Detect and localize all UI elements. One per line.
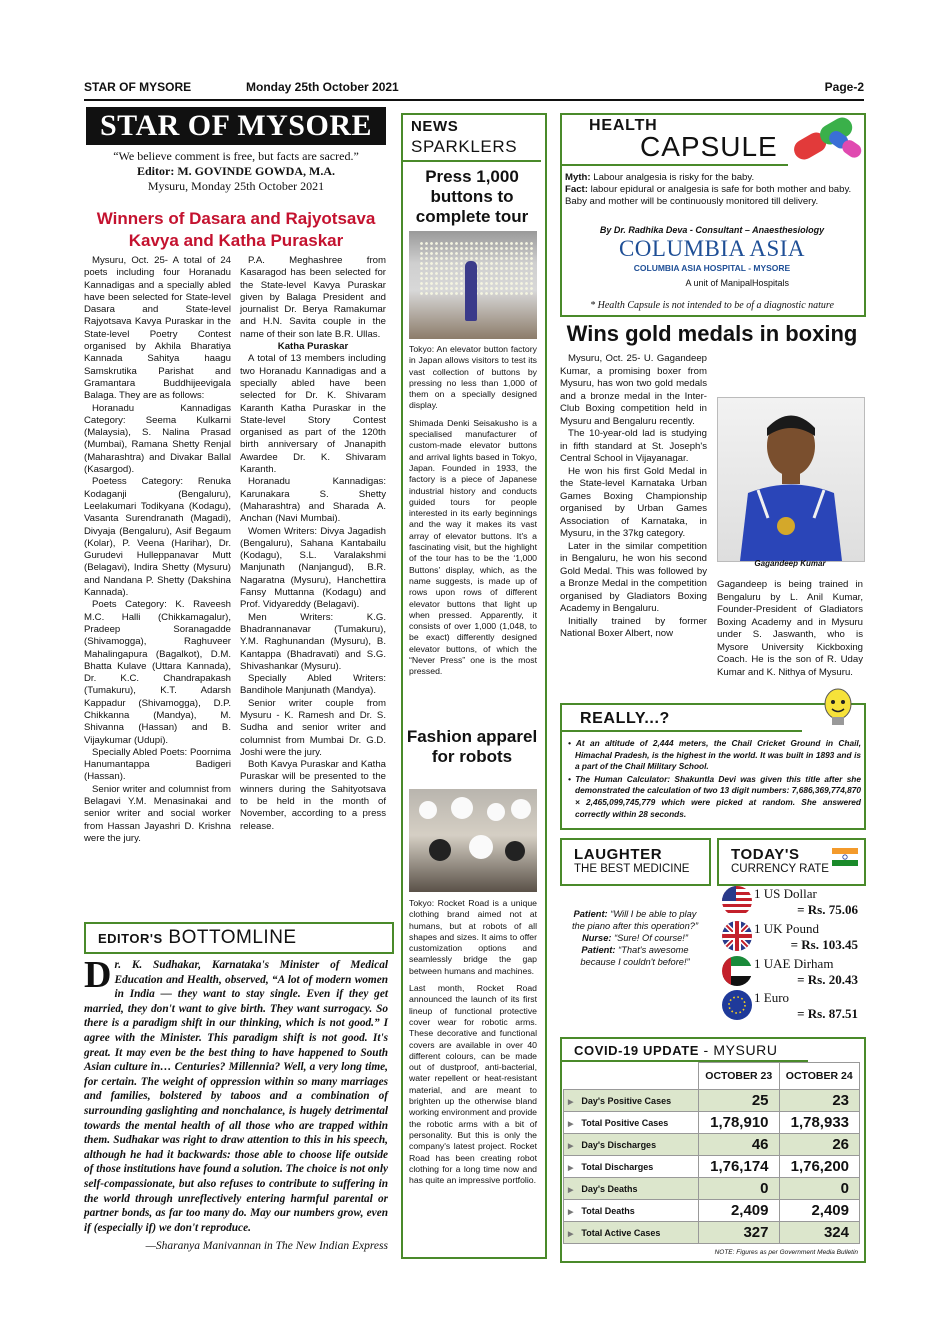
really-title: REALLY...? — [580, 710, 670, 727]
myth-label: Myth: — [565, 172, 591, 183]
story2-para: Tokyo: Rocket Road is a unique clothing brand aimed not at humans, but at robots of all shapes and sizes. It aims to offer customization options and seamlessly bridge the gap between humans and machines. — [409, 898, 537, 976]
currency-name: 1 UK Pound — [754, 921, 820, 936]
robot-head — [451, 797, 473, 819]
really-rule — [562, 730, 802, 732]
eu-flag-icon — [722, 990, 752, 1020]
editorial-title-small: EDITOR'S — [98, 931, 163, 946]
story1-para: Tokyo: An elevator button factory in Japan allows visitors to test its vast collection of buttons by pressing no less than 1,000 of them on a specially designed display. — [409, 344, 537, 411]
header-date: Monday 25th October 2021 — [246, 80, 399, 94]
covid-row: ▶ Day's Discharges 46 26 — [564, 1134, 860, 1156]
page-header — [84, 80, 864, 98]
winners-para: Senior writer couple from Mysuru - K. Ramesh and Dr. S. Sudha and senior writer and columnist from Mumbai Dr. G.D. Joshi were the jury. — [240, 697, 386, 758]
masthead-motto: “We believe comment is free, but facts are sacred.” — [113, 149, 359, 163]
covid-table — [563, 1062, 860, 1244]
laughter-title-bottom: THE BEST MEDICINE — [574, 863, 690, 875]
uae-flag-icon — [722, 956, 752, 986]
health-rule — [562, 164, 788, 166]
robot-head — [469, 835, 493, 859]
really-item: • The Human Calculator: Shakuntla Devi was given this title after she demonstrated the calculation of two 13 digit numbers: 7,686,369,774,870 × 2,465,099,745,779 which were picked at random. She answered correctly within 28 seconds. — [568, 773, 861, 819]
robot-head — [505, 841, 525, 861]
winners-para: Horanadu Kannadigas Category: Seema Kulkarni (Malaysia), S. Nalina Prasad (Mumbai), Ramana Shetty Renjal (Maharashtra) and Divakar Ballal (Kasargod). — [84, 402, 231, 476]
winners-para: Senior writer and columnist from Belagavi Y.M. Menasinakai and senior writer and social worker from Hassan Jayashri D. Krishna were the jury. — [84, 783, 231, 844]
robots-photo — [409, 789, 537, 892]
robot-head — [429, 839, 451, 861]
winners-para: Both Kavya Puraskar and Katha Puraskar will be presented to the winners during the Sahityotsava to be held in the month of November, according to a press release. — [240, 759, 386, 832]
header-paper-name: STAR OF MYSORE — [84, 80, 192, 94]
covid-row: ▶ Day's Deaths 0 0 — [564, 1178, 860, 1200]
joke-line: Patient: “Will I be able to play the piano after this operation?” — [571, 909, 699, 931]
story1-headline: Press 1,000 buttons to complete tour — [415, 167, 529, 226]
covid-col-header: OCTOBER 23 — [699, 1063, 780, 1090]
winners-para: Men Writers: K.G. Bhadrannanavar (Tumakuru), Y.M. Raghunandan (Mysuru), B. Kantappa (Bhadravati) and S.G. Shivashankar (Mysuru). — [240, 611, 386, 672]
india-flag-icon — [832, 848, 858, 866]
winners-para: Specially Abled Poets: Poornima Hanumantappa Badigeri (Hassan). — [84, 746, 231, 783]
winners-para: A total of 13 members including two Horanadu Kannadigas and a specially abled have been selected for Dr. K. Shivaram Karanth Katha Puraskar in the State-level Story Contest organised as part of the 120th birth anniversary of Jnanapith Awardee Dr. K. Shivaram Karanth. — [240, 353, 386, 476]
editorial-source: —Sharanya Manivannan in The New Indian Express — [145, 1240, 388, 1252]
health-title-top: HEALTH — [589, 117, 658, 134]
winners-para: Poets Category: K. Raveesh M.C. Halli (Chikkamagalur), Pradeep Soranagadde (Shivamogga), Raghuveer Mahalingapura (Bagalkot), D.M. Bhatta Kulave (Uttara Kannada), Dr. K.C. Chandrapakash (Tumakuru), K.T. Adarsh Kappadur (Shivamogga), D.P. Chikkanna (Mandya), M. Shivanna (Hassan) and B. Vijaykumar (Udupi). — [84, 599, 231, 746]
boxing-para: Mysuru, Oct. 25- U. Gagandeep Kumar, a promising boxer from Mysuru, has won two gold medals and a bronze medal in the Inter-Club Boxing competition held in Mysuru and Bengaluru recently. — [560, 353, 707, 427]
covid-row: ▶ Total Discharges 1,76,174 1,76,200 — [564, 1156, 860, 1178]
myth-text: Labour analgesia is risky for the baby. — [593, 172, 755, 183]
robot-head — [511, 799, 531, 819]
uk-flag-icon — [722, 921, 752, 951]
header-rule — [84, 99, 864, 101]
boxing-para: Later in the similar competition in Bengaluru, he won his second Gold Medal. This was followed by a Bronze Medal in the competition organised by Gladiators Boxing Academy in Bengaluru. — [560, 540, 707, 614]
boxing-para: Initially trained by former National Boxer Albert, now — [560, 615, 707, 639]
boxing-para: Gagandeep is being trained in Bengaluru by L. Anil Kumar, Founder-President of Gladiators Boxing Academy and in Mysuru under S. Jaswanth, who is Mysore University Kickboxing Coach. He is the son of R. Uday Kumar and K. Nithya of Mysuru. — [717, 579, 863, 678]
winners-para: Horanadu Kannadigas: Karunakara S. Shetty (Maharashtra) and Sharada A. Anchan (Navi Mumbai). — [240, 476, 386, 525]
editorial-title-big: BOTTOMLINE — [168, 927, 297, 948]
covid-header-row — [564, 1063, 860, 1090]
masthead-dateline: Mysuru, Monday 25th October 2021 — [147, 179, 325, 193]
masthead-editor: Editor: M. GOVINDE GOWDA, M.A. — [137, 164, 335, 178]
laughter-title-top: LAUGHTER — [574, 846, 663, 863]
covid-note: NOTE: Figures as per Government Media Bulletin — [714, 1249, 858, 1256]
currency-value: = Rs. 20.43 — [797, 972, 858, 987]
story1-para: Shimada Denki Seisakusho is a specialised manufacturer of custom-made elevator buttons and arrival lights based in Tokyo, Japan. Founded in 1933, the factory is a piece of Japanese industrial history and conducts guided tours for people interested in its early beginnings and the way it makes its vast array of elevator buttons. It's a fascinating visit, but the highlight of the tour has to be the ‘1,000 Buttons’ display, which, as the name suggests, is made up of rows upon rows of different elevator buttons that light up when pressed. Apparently, it consists of over 1,000 (1,048, to be exact) differently designed elevator buttons, of which the “Never Press” one is the most pressed. — [409, 417, 537, 677]
editorial-dropcap: D — [84, 954, 112, 996]
covid-row: ▶ Day's Positive Cases 25 23 — [564, 1090, 860, 1112]
masthead-title: STAR OF MYSORE — [86, 107, 386, 145]
news-sparklers-title-bottom: SPARKLERS — [411, 137, 518, 156]
currency-name: 1 US Dollar — [754, 886, 817, 901]
fact-label: Fact: — [565, 184, 588, 195]
winners-column-1 — [84, 255, 231, 845]
winners-para: Poetess Category: Renuka Kodaganji (Bengaluru), Leelakumari Todikyana (Kodagu), Vasanta Surendranath (Magadi), Divyaja (Bengaluru), Asif Begaum (Kolar), P. Veena (Harihar), Dr. Gurudevi Hulleppanavar Mutt (Belagavi), Indira Shetty (Mysuru) and Nandana P. Shetty (Dakshina Kannada). — [84, 476, 231, 599]
really-item: • At an altitude of 2,444 meters, the Chail Cricket Ground in Chail, Himachal Pradesh, is the highest in the world. It was built in 1893 and is a part of the Chail Military School. — [568, 738, 862, 772]
fact-text: labour epidural or analgesia is safe for both mother and baby. Baby and mother will be continuously monitored till delivery. — [565, 184, 852, 207]
robot-head — [419, 801, 437, 819]
currency-value: = Rs. 103.45 — [790, 937, 858, 952]
joke-line: Patient: “That's awesome because I couldn't before!” — [580, 945, 690, 967]
health-byline: By Dr. Radhika Deva - Consultant – Anaesthesiology — [599, 225, 825, 235]
covid-row: ▶ Total Active Cases 327 324 — [564, 1222, 860, 1244]
story2-headline: Fashion apparel for robots — [406, 727, 538, 766]
boxing-para: He won his first Gold Medal in the State-level Karnataka Urban Games Boxing Championship organised by Urban Games Association of Karnataka, in Mysuru, in the 37kg category. — [560, 465, 707, 539]
masthead-info — [84, 149, 388, 194]
boxer-caption: Gagandeep Kumar — [754, 559, 826, 568]
laughter-joke — [568, 908, 702, 968]
boxing-column-1 — [560, 353, 707, 641]
story2-body — [409, 898, 537, 1192]
hospital-name: COLUMBIA ASIA HOSPITAL - MYSORE — [633, 263, 791, 273]
header-page-number: Page-2 — [824, 80, 864, 94]
robot-head — [487, 803, 505, 821]
winners-para: Specially Abled Writers: Bandihole Manjunath (Mandya). — [240, 673, 386, 697]
health-myth-fact — [565, 172, 859, 208]
currency-name: 1 UAE Dirham — [754, 956, 834, 971]
winners-para: Women Writers: Divya Jagadish (Bengaluru), Sahana Kantabailu (Kodagu), S.L. Varalakshmi Manjunath (Nanjangud), B.R. Nagaratna (Mysuru), Hanchettira Fansy Muttanna (Kodagu) and Prof. Vidyareddy (Belagavi). — [240, 525, 386, 611]
winners-headline: Winners of Dasara and Rajyotsava Kavya and Katha Puraskar — [96, 209, 376, 250]
winners-column-2 — [240, 255, 386, 833]
currency-value: = Rs. 87.51 — [797, 1006, 858, 1021]
covid-title: COVID-19 UPDATE - MYSURU — [574, 1042, 778, 1058]
us-flag-icon — [722, 886, 752, 916]
currency-title-top: TODAY'S — [731, 846, 800, 863]
button-wall-photo — [409, 231, 537, 339]
columbia-asia-logo: COLUMBIA ASIA — [618, 236, 806, 261]
news-sparklers-rule — [403, 160, 541, 162]
editorial-title-box — [84, 922, 394, 954]
lightbulb-icon — [818, 686, 858, 730]
currency-title-bottom: CURRENCY RATE — [731, 863, 829, 875]
story1-body — [409, 344, 537, 684]
editorial-text — [84, 954, 388, 1235]
boxing-headline: Wins gold medals in boxing — [566, 321, 858, 346]
winners-para: P.A. Meghashree from Kasaragod has been selected for the State-level Kavya Puraskar given by Balaga President and journalist Dr. Berya Ramakumar and H.N. Savita couple in the name of their son late B.R. Ullas. — [240, 255, 386, 340]
health-title-bottom: CAPSULE — [640, 131, 778, 162]
editorial-body: r. K. Sudhakar, Karnataka's Minister of Medical Education and Health, observed, “A lot of modern women in India — they want to stay single. Even if they get married, they don't want to give birth. They want surrogacy. So there is a paradigm shift in our thinking, which is not good.” I agree with the Minister. This paradigm shift is not good. It's great. It may even be the best thing to have happened to South Asian culture in… Centuries? Millennia? Well, a very long time, for certain. The weight of oppression within so many marriages and families, bolstered by taboos and a combination of surrounding gaslighting and nonchalance, is hugely detrimental towards the mental health of all those who are trapped within them. Sudhakar was right to draw attention to this in his speech, although he had it backwards: those able to choose life outside of those institutions have found a solution. The choice is not only self-compassionate, but also refuses to contribute to suffering in the world through unreflectively entering harmful parental or partner bonds, as far too many do. May our numbers grow, even if (especially if) we don't reproduce. — [84, 959, 388, 1234]
joke-line: Nurse: “Sure! Of course!” — [582, 933, 688, 943]
currency-name: 1 Euro — [754, 990, 790, 1005]
covid-row: ▶ Total Positive Cases 1,78,910 1,78,933 — [564, 1112, 860, 1134]
boxing-column-2 — [717, 579, 863, 679]
currency-value: = Rs. 75.06 — [797, 902, 858, 917]
child-figure — [465, 261, 477, 321]
story2-para: Last month, Rocket Road announced the launch of its first lineup of functional protective cover wear for robotic arms. These decorative and functional covers are available in over 40 different colours, can be made out of dustproof, anti-bacterial, water repellent or heat-resistant material, and are meant to brighten up the otherwise bland working environment and provide the robotic arms with a bit of personality. But this is only the company's latest project. Rocket Road has been creating robot clothing for a long time now and has quite an impressive portfolio. — [409, 983, 537, 1186]
katha-subhead: Katha Puraskar — [277, 341, 349, 353]
manipal-unit: A unit of ManipalHospitals — [685, 278, 789, 288]
news-sparklers-title-top: NEWS — [411, 118, 459, 135]
winners-para: Mysuru, Oct. 25- A total of 24 poets including four Horanadu Kannadigas and a specially abled have been selected for State-level Dasara and State-level Rajyotsava Kavya Puraskar in the State-level Poetry Contest organised by Akhila Bharatiya Kannada Sahitya haagu Samskrutika Parishat and Gramantara Buddhijeevigala Balaga. They are as follows: — [84, 255, 231, 402]
capsule-icon — [783, 114, 865, 162]
boxer-photo — [717, 397, 865, 562]
boxing-para: The 10-year-old lad is studying in fifth standard at St. Joseph's Central School in Vijayanagar. — [560, 428, 707, 464]
health-disclaimer: * Health Capsule is not intended to be of a diagnostic nature — [590, 300, 834, 311]
covid-row: ▶ Total Deaths 2,409 2,409 — [564, 1200, 860, 1222]
really-list — [567, 738, 861, 821]
covid-col-header: OCTOBER 24 — [779, 1063, 860, 1090]
